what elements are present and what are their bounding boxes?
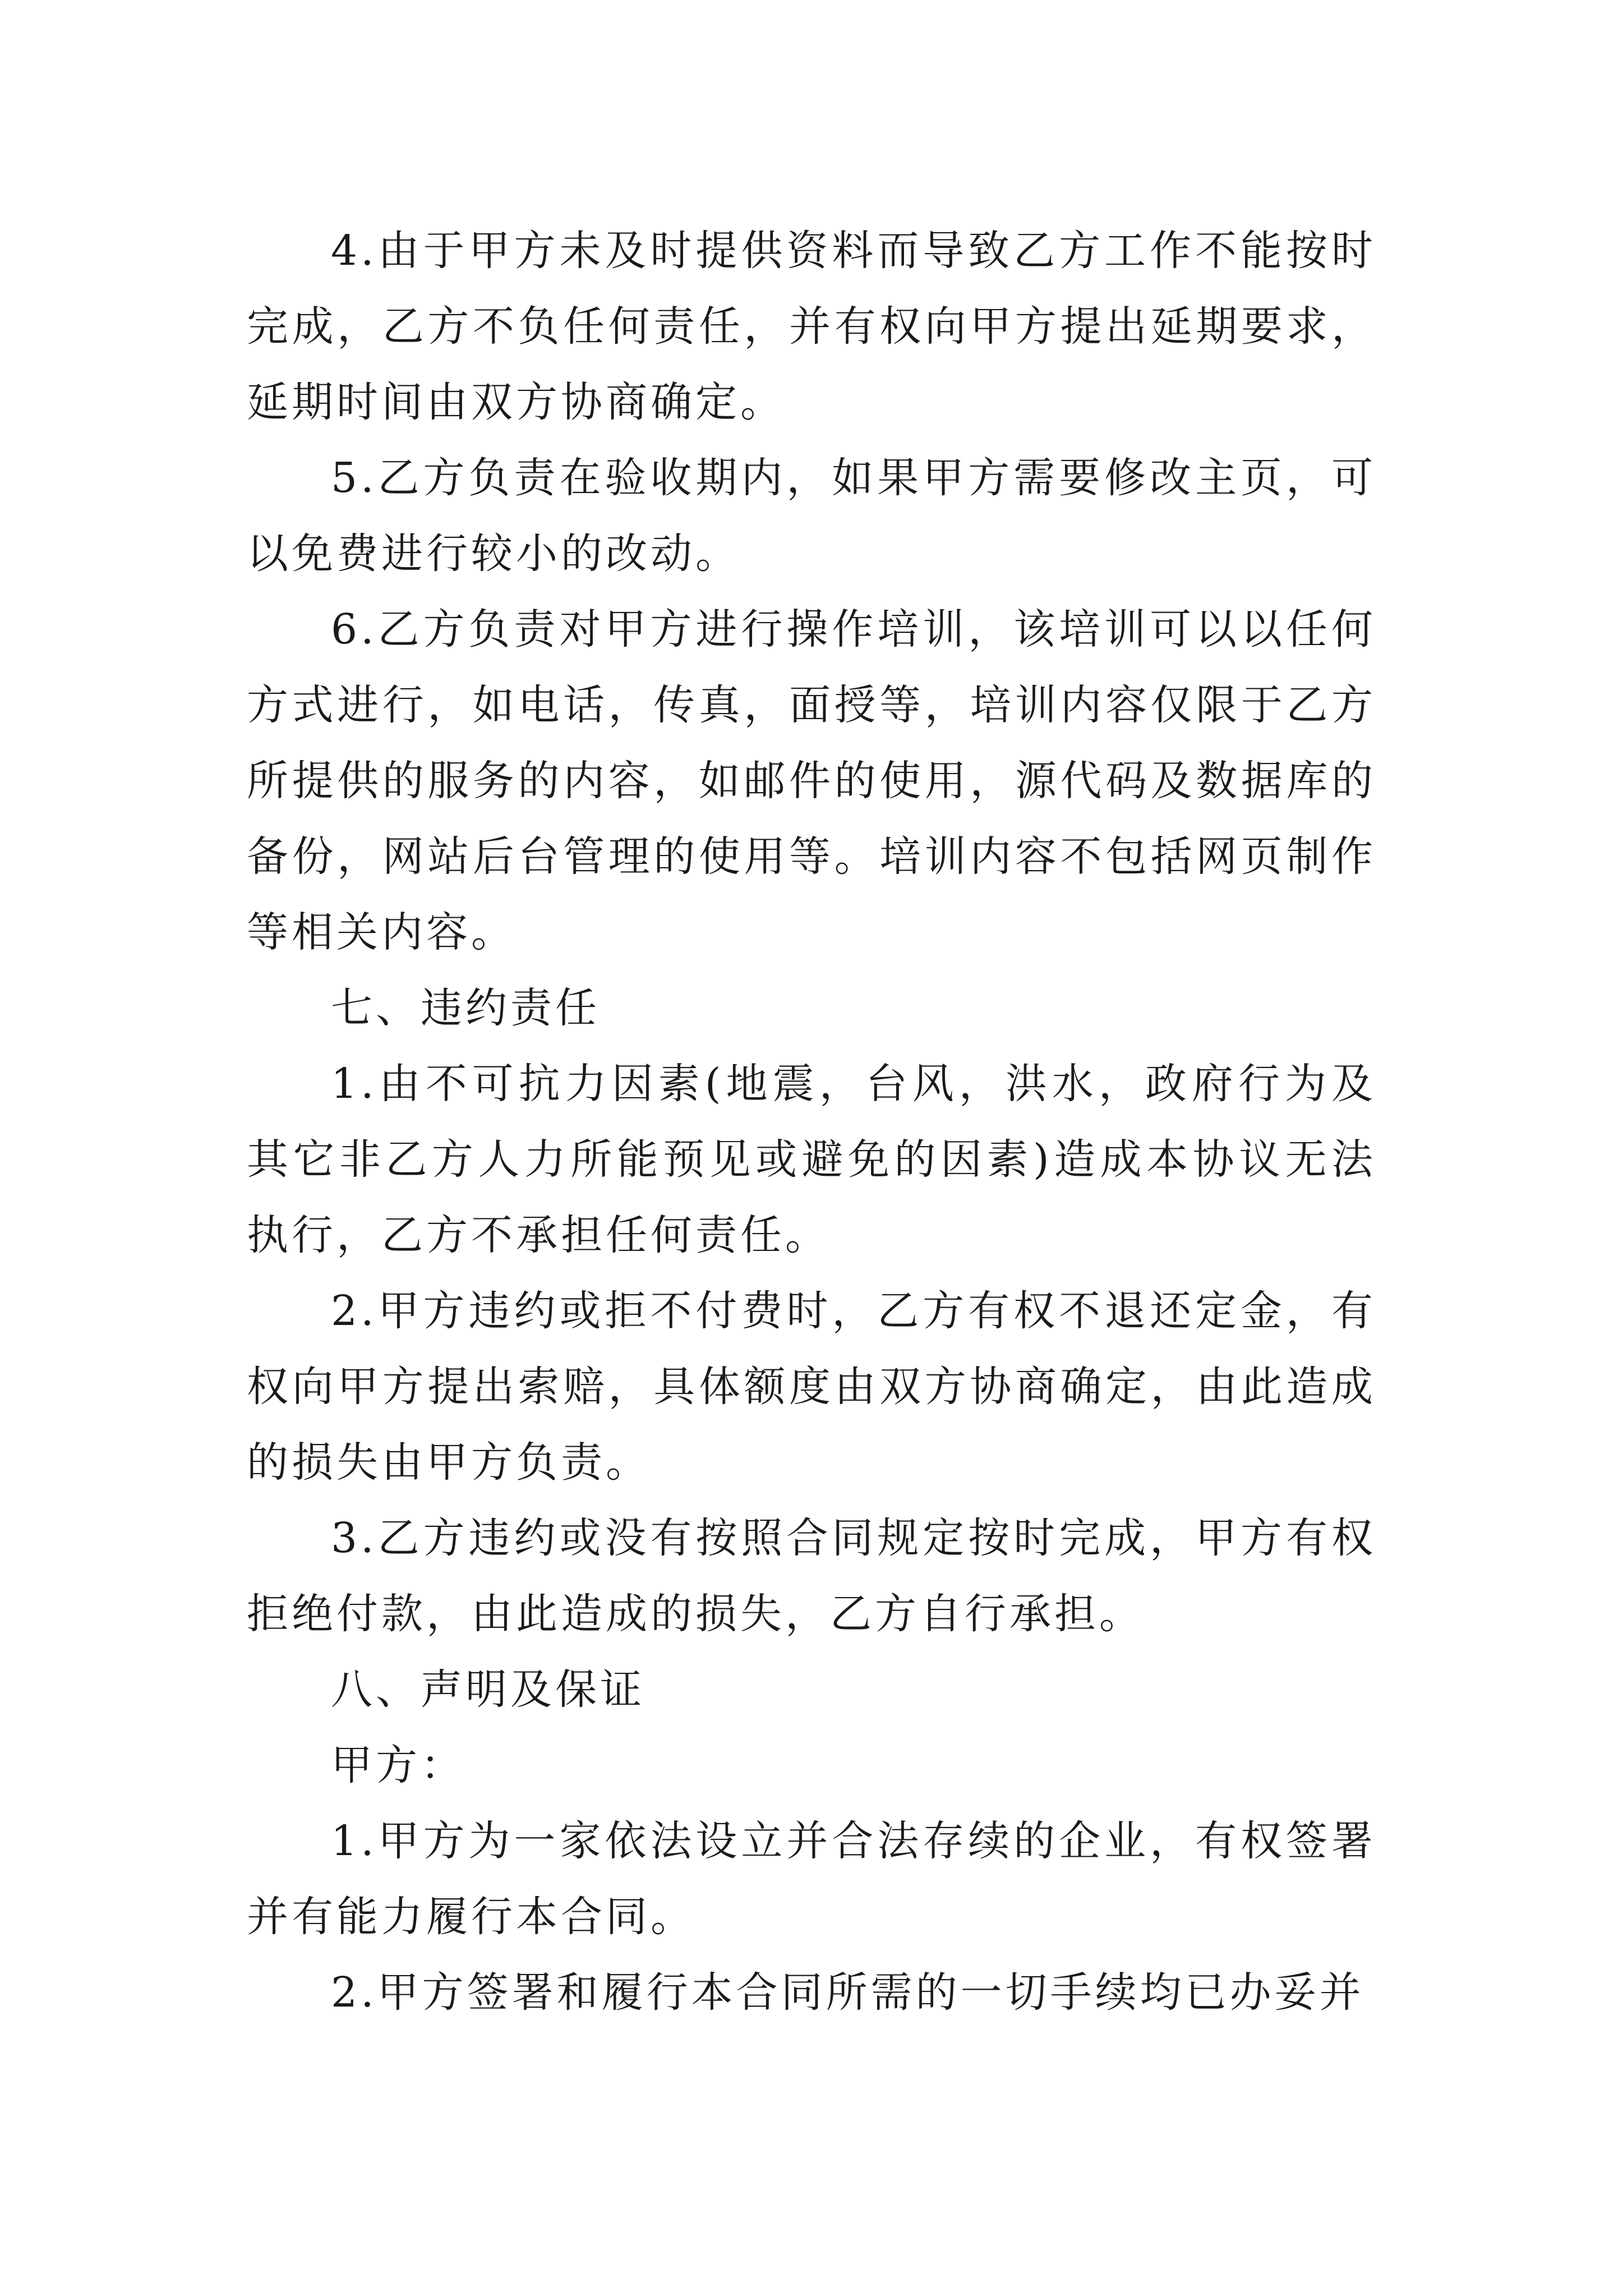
clause-4: 4.由于甲方未及时提供资料而导致乙方工作不能按时完成，乙方不负任何责任，并有权向甲方提出延期要求，延期时间由双方协商确定。: [247, 227, 1376, 426]
clause-5: 5.乙方负责在验收期内，如果甲方需要修改主页，可以免费进行较小的改动。: [247, 454, 1376, 578]
section-heading-breach-liability: 七、违约责任: [331, 984, 600, 1032]
declaration-clause-2: 2.甲方签署和履行本合同所需的一切手续均已办妥并: [331, 1968, 1364, 2017]
document-body: [247, 213, 1376, 2031]
breach-clause-3: 3.乙方违约或没有按照合同规定按时完成，甲方有权拒绝付款，由此造成的损失，乙方自行承担。: [247, 1514, 1376, 1638]
section-heading-declarations: 八、声明及保证: [331, 1665, 645, 1714]
clause-6: 6.乙方负责对甲方进行操作培训，该培训可以以任何方式进行，如电话，传真，面授等，培训内容仅限于乙方所提供的服务的内容，如邮件的使用，源代码及数据库的备份，网站后台管理的使用等。培训内容不包括网页制作等相关内容。: [247, 605, 1376, 956]
declaration-clause-1: 1.甲方为一家依法设立并合法存续的企业，有权签署并有能力履行本合同。: [247, 1817, 1376, 1941]
breach-clause-2: 2.甲方违约或拒不付费时，乙方有权不退还定金，有权向甲方提出索赔，具体额度由双方协商确定，由此造成的损失由甲方负责。: [247, 1287, 1376, 1487]
breach-clause-1: 1.由不可抗力因素(地震，台风，洪水，政府行为及其它非乙方人力所能预见或避免的因素)造成本协议无法执行，乙方不承担任何责任。: [247, 1060, 1376, 1259]
party-a-label: 甲方：: [331, 1741, 465, 1789]
